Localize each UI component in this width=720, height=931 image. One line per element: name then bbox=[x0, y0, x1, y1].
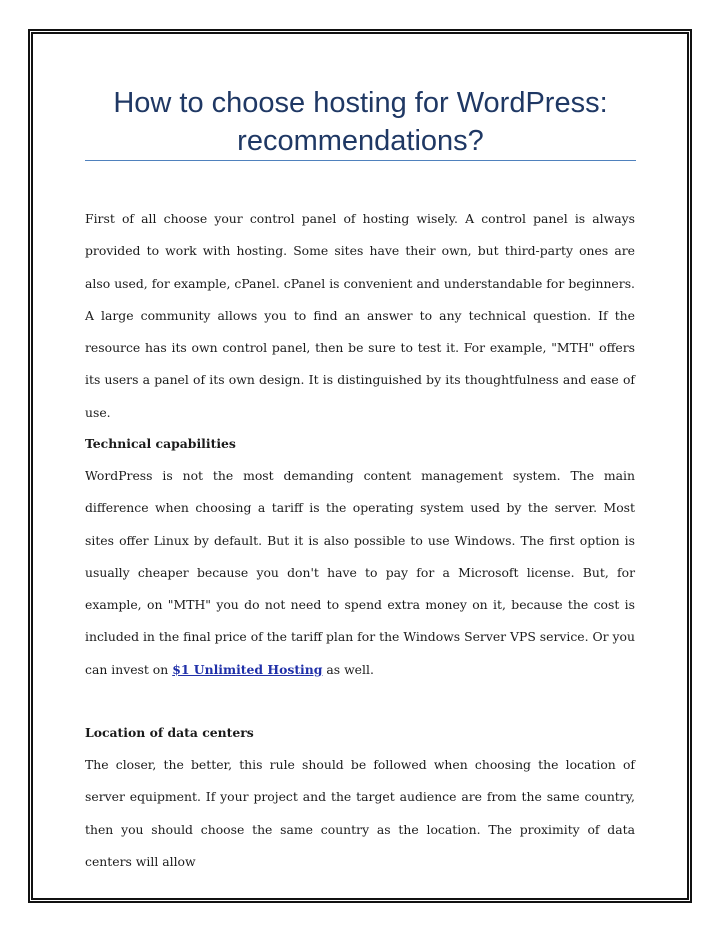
unlimited-hosting-link[interactable]: $1 Unlimited Hosting bbox=[172, 661, 323, 677]
technical-paragraph-tail: as well. bbox=[322, 661, 374, 677]
section-heading-location: Location of data centers bbox=[85, 725, 254, 740]
title-divider bbox=[85, 160, 636, 161]
technical-paragraph-text: WordPress is not the most demanding content management system. The main difference when choosing a tariff is the operating system used by the server. Most sites offer Linux by default. But it is also possible to use Windows. The first option is usually cheaper because you don't have to pay for a Microsoft license. But, for example, on "MTH" you do not need to spend extra money on it, because the cost is included in the final price of the tariff plan for the Windows Server VPS service. Or you can invest on bbox=[85, 468, 635, 677]
intro-paragraph: First of all choose your control panel of hosting wisely. A control panel is always provided to work with hosting. Some sites have their own, but third-party ones are also used, for example, cPanel. cPanel is convenient and understandable for beginners. A large community allows you to find an answer to any technical question. If the resource has its own control panel, then be sure to test it. For example, "MTH" offers its users a panel of its own design. It is distinguished by its thoughtfulness and ease of use. bbox=[85, 211, 635, 420]
page-title: How to choose hosting for WordPress: recommendations? bbox=[113, 87, 608, 157]
section-heading-technical: Technical capabilities bbox=[85, 436, 236, 451]
location-paragraph: The closer, the better, this rule should be followed when choosing the location of server equipment. If your project and the target audience are from the same country, then you should choose the same country as the location. The proximity of data centers will allow bbox=[85, 757, 635, 869]
technical-paragraph bbox=[85, 460, 635, 686]
